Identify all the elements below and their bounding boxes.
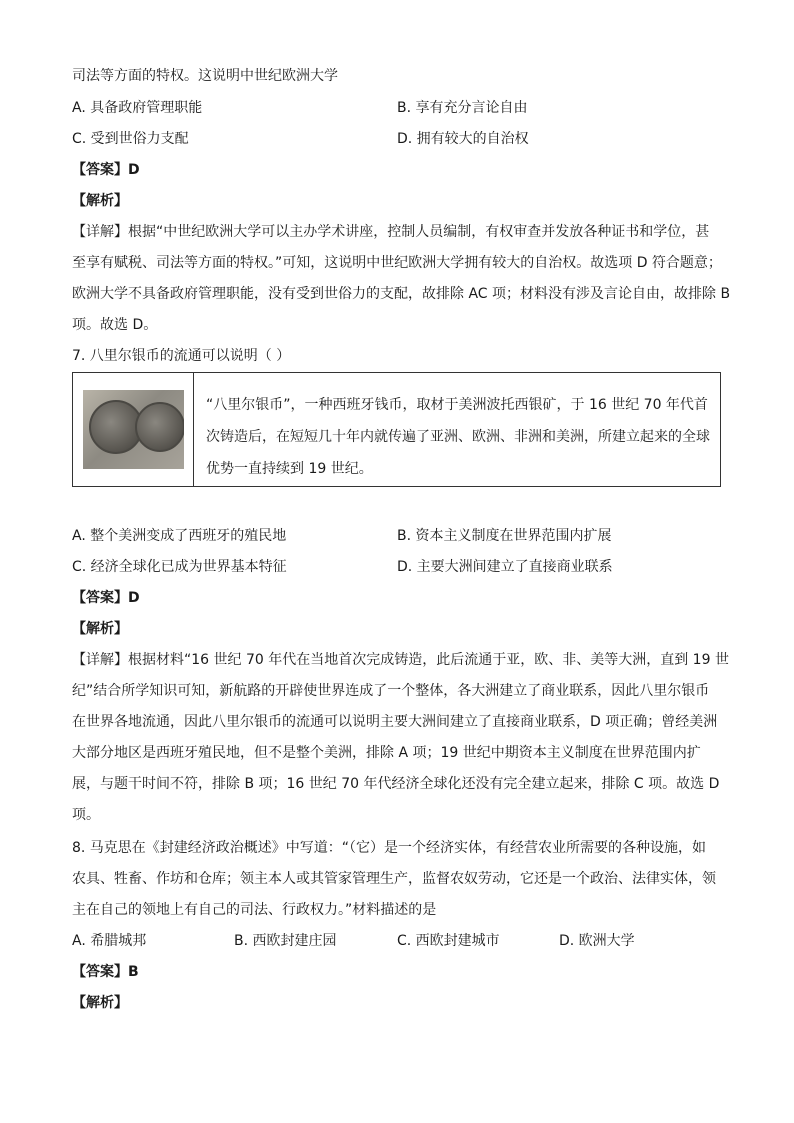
- q7-option-b: B. 资本主义制度在世界范围内扩展: [397, 528, 612, 544]
- coin-obverse-icon: [135, 402, 184, 452]
- q7-material-text: [206, 389, 711, 485]
- q7-material-box: [72, 372, 721, 487]
- q7-detail-line-6: 项。: [72, 807, 100, 823]
- q7-answer: 【答案】D: [72, 590, 140, 606]
- q6-analysis-heading: 【解析】: [72, 193, 128, 209]
- q8-analysis-heading: 【解析】: [72, 995, 128, 1011]
- q8-answer: 【答案】B: [72, 964, 139, 980]
- q6-option-b: B. 享有充分言论自由: [397, 100, 528, 116]
- q6-detail-line-2: 至享有赋税、司法等方面的特权。”可知，这说明中世纪欧洲大学拥有较大的自治权。故选项 D 符合题意；: [72, 255, 722, 271]
- q7-detail-line-4: 大部分地区是西班牙殖民地，但不是整个美洲，排除 A 项；19 世纪中期资本主义制度在世界范围内扩: [72, 745, 701, 761]
- q6-option-d: D. 拥有较大的自治权: [397, 131, 529, 147]
- q7-detail-line-2: 纪”结合所学知识可知，新航路的开辟使世界连成了一个整体，各大洲建立了商业联系，因此八里尔银币: [72, 683, 710, 699]
- q8-option-c: C. 西欧封建城市: [397, 933, 500, 949]
- q7-option-a: A. 整个美洲变成了西班牙的殖民地: [72, 528, 287, 544]
- q7-detail-line-1: 【详解】根据材料“16 世纪 70 年代在当地首次完成铸造，此后流通于亚，欧、非、美等大洲，直到 19 世: [72, 652, 729, 668]
- q7-analysis-heading: 【解析】: [72, 621, 128, 637]
- q6-detail-line-1: 【详解】根据“中世纪欧洲大学可以主办学术讲座，控制人员编制，有权审查并发放各种证书和学位，甚: [72, 224, 710, 240]
- q7-material-line-2: 次铸造后，在短短几十年内就传遍了亚洲、欧洲、非洲和美洲，所建立起来的全球: [206, 429, 710, 445]
- q7-option-c: C. 经济全球化已成为世界基本特征: [72, 559, 287, 575]
- q8-option-d: D. 欧洲大学: [559, 933, 635, 949]
- q7-detail-line-5: 展，与题干时间不符，排除 B 项；16 世纪 70 年代经济全球化还没有完全建立起来，排除 C 项。故选 D: [72, 776, 720, 792]
- q8-stem-line-3: 主在自己的领地上有自己的司法、行政权力。”材料描述的是: [72, 902, 437, 918]
- q7-material-line-1: “八里尔银币”，一种西班牙钱币，取材于美洲波托西银矿，于 16 世纪 70 年代首: [206, 397, 708, 413]
- q8-stem-line-2: 农具、牲畜、作坊和仓库；领主本人或其管家管理生产，监督农奴劳动，它还是一个政治、法律实体，领: [72, 871, 716, 887]
- q8-option-b: B. 西欧封建庄园: [234, 933, 337, 949]
- q7-stem: 7. 八里尔银币的流通可以说明（ ）: [72, 348, 291, 364]
- q7-option-d: D. 主要大洲间建立了直接商业联系: [397, 559, 613, 575]
- q6-option-c: C. 受到世俗力支配: [72, 131, 189, 147]
- q8-stem-line-1: 8. 马克思在《封建经济政治概述》中写道：“（它）是一个经济实体，有经营农业所需要的各种设施，如: [72, 840, 707, 856]
- q6-detail-line-4: 项。故选 D。: [72, 317, 158, 333]
- q6-answer: 【答案】D: [72, 162, 140, 178]
- q7-material-line-3: 优势一直持续到 19 世纪。: [206, 461, 373, 477]
- q6-detail-line-3: 欧洲大学不具备政府管理职能，没有受到世俗力的支配，故排除 AC 项；材料没有涉及言论自由，故排除 B: [72, 286, 731, 302]
- q6-option-a: A. 具备政府管理职能: [72, 100, 203, 116]
- q7-detail-line-3: 在世界各地流通，因此八里尔银币的流通可以说明主要大洲间建立了直接商业联系，D 项正确；曾经美洲: [72, 714, 718, 730]
- q6-stem-end: 司法等方面的特权。这说明中世纪欧洲大学: [72, 68, 338, 84]
- q8-option-a: A. 希腊城邦: [72, 933, 147, 949]
- q7-image-cell: [73, 373, 194, 486]
- silver-coin-image: [83, 390, 184, 469]
